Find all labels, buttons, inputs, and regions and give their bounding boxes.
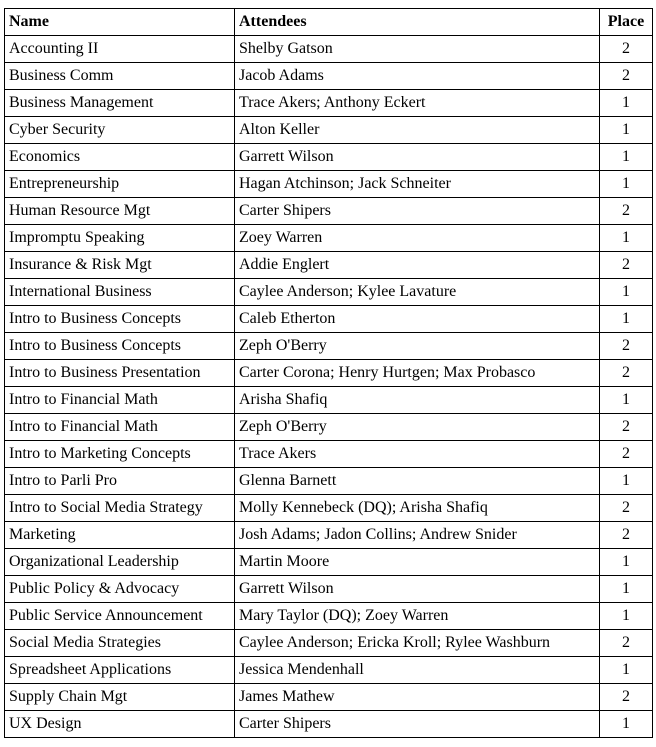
place: 2 bbox=[600, 36, 653, 63]
table-row bbox=[5, 198, 653, 225]
place: 1 bbox=[600, 117, 653, 144]
attendees: Carter Shipers bbox=[235, 198, 600, 225]
event-name: Public Service Announcement bbox=[5, 603, 235, 630]
place: 2 bbox=[600, 522, 653, 549]
table-row bbox=[5, 414, 653, 441]
place: 1 bbox=[600, 603, 653, 630]
place: 1 bbox=[600, 279, 653, 306]
event-name: Intro to Business Presentation bbox=[5, 360, 235, 387]
attendees: Jacob Adams bbox=[235, 63, 600, 90]
event-name: Public Policy & Advocacy bbox=[5, 576, 235, 603]
attendees: Alton Keller bbox=[235, 117, 600, 144]
results-table bbox=[4, 8, 653, 738]
event-name: Organizational Leadership bbox=[5, 549, 235, 576]
attendees: James Mathew bbox=[235, 684, 600, 711]
event-name: UX Design bbox=[5, 711, 235, 738]
event-name: Intro to Parli Pro bbox=[5, 468, 235, 495]
place: 1 bbox=[600, 468, 653, 495]
attendees: Mary Taylor (DQ); Zoey Warren bbox=[235, 603, 600, 630]
place: 1 bbox=[600, 657, 653, 684]
event-name: Human Resource Mgt bbox=[5, 198, 235, 225]
place: 2 bbox=[600, 252, 653, 279]
attendees: Caylee Anderson; Kylee Lavature bbox=[235, 279, 600, 306]
place: 1 bbox=[600, 144, 653, 171]
attendees: Carter Shipers bbox=[235, 711, 600, 738]
table-row bbox=[5, 252, 653, 279]
table-row bbox=[5, 36, 653, 63]
attendees: Garrett Wilson bbox=[235, 144, 600, 171]
table-row bbox=[5, 171, 653, 198]
attendees: Martin Moore bbox=[235, 549, 600, 576]
table-row bbox=[5, 441, 653, 468]
place: 2 bbox=[600, 333, 653, 360]
table-row bbox=[5, 711, 653, 738]
event-name: Business Management bbox=[5, 90, 235, 117]
table-row bbox=[5, 684, 653, 711]
event-name: Intro to Business Concepts bbox=[5, 306, 235, 333]
place: 2 bbox=[600, 414, 653, 441]
place: 1 bbox=[600, 576, 653, 603]
attendees: Molly Kennebeck (DQ); Arisha Shafiq bbox=[235, 495, 600, 522]
attendees: Jessica Mendenhall bbox=[235, 657, 600, 684]
table-row bbox=[5, 549, 653, 576]
event-name: Business Comm bbox=[5, 63, 235, 90]
table-row bbox=[5, 576, 653, 603]
attendees: Carter Corona; Henry Hurtgen; Max Probasco bbox=[235, 360, 600, 387]
attendees: Zeph O'Berry bbox=[235, 333, 600, 360]
table-row bbox=[5, 333, 653, 360]
event-name: International Business bbox=[5, 279, 235, 306]
table-row bbox=[5, 603, 653, 630]
table-row bbox=[5, 387, 653, 414]
table-row bbox=[5, 225, 653, 252]
attendees: Garrett Wilson bbox=[235, 576, 600, 603]
event-name: Economics bbox=[5, 144, 235, 171]
attendees: Hagan Atchinson; Jack Schneiter bbox=[235, 171, 600, 198]
table-row bbox=[5, 117, 653, 144]
place: 2 bbox=[600, 684, 653, 711]
attendees: Zeph O'Berry bbox=[235, 414, 600, 441]
results-body bbox=[5, 36, 653, 738]
event-name: Intro to Financial Math bbox=[5, 387, 235, 414]
place: 1 bbox=[600, 549, 653, 576]
table-row bbox=[5, 495, 653, 522]
event-name: Accounting II bbox=[5, 36, 235, 63]
header-place: Place bbox=[600, 9, 653, 36]
table-row bbox=[5, 468, 653, 495]
table-row bbox=[5, 90, 653, 117]
place: 2 bbox=[600, 63, 653, 90]
place: 2 bbox=[600, 495, 653, 522]
event-name: Intro to Financial Math bbox=[5, 414, 235, 441]
attendees: Addie Englert bbox=[235, 252, 600, 279]
event-name: Entrepreneurship bbox=[5, 171, 235, 198]
place: 1 bbox=[600, 225, 653, 252]
header-attendees: Attendees bbox=[235, 9, 600, 36]
place: 2 bbox=[600, 630, 653, 657]
attendees: Trace Akers; Anthony Eckert bbox=[235, 90, 600, 117]
place: 1 bbox=[600, 306, 653, 333]
event-name: Supply Chain Mgt bbox=[5, 684, 235, 711]
event-name: Cyber Security bbox=[5, 117, 235, 144]
event-name: Social Media Strategies bbox=[5, 630, 235, 657]
event-name: Spreadsheet Applications bbox=[5, 657, 235, 684]
place: 2 bbox=[600, 198, 653, 225]
table-row bbox=[5, 522, 653, 549]
event-name: Intro to Social Media Strategy bbox=[5, 495, 235, 522]
place: 2 bbox=[600, 360, 653, 387]
table-row bbox=[5, 63, 653, 90]
event-name: Impromptu Speaking bbox=[5, 225, 235, 252]
attendees: Josh Adams; Jadon Collins; Andrew Snider bbox=[235, 522, 600, 549]
attendees: Shelby Gatson bbox=[235, 36, 600, 63]
event-name: Intro to Marketing Concepts bbox=[5, 441, 235, 468]
table-row bbox=[5, 360, 653, 387]
place: 1 bbox=[600, 711, 653, 738]
event-name: Insurance & Risk Mgt bbox=[5, 252, 235, 279]
attendees: Caylee Anderson; Ericka Kroll; Rylee Washburn bbox=[235, 630, 600, 657]
place: 1 bbox=[600, 90, 653, 117]
header-name: Name bbox=[5, 9, 235, 36]
place: 2 bbox=[600, 441, 653, 468]
header-row bbox=[5, 9, 653, 36]
event-name: Intro to Business Concepts bbox=[5, 333, 235, 360]
attendees: Caleb Etherton bbox=[235, 306, 600, 333]
table-row bbox=[5, 279, 653, 306]
place: 1 bbox=[600, 387, 653, 414]
table-row bbox=[5, 306, 653, 333]
event-name: Marketing bbox=[5, 522, 235, 549]
table-row bbox=[5, 657, 653, 684]
attendees: Zoey Warren bbox=[235, 225, 600, 252]
place: 1 bbox=[600, 171, 653, 198]
table-row bbox=[5, 144, 653, 171]
attendees: Trace Akers bbox=[235, 441, 600, 468]
table-row bbox=[5, 630, 653, 657]
attendees: Glenna Barnett bbox=[235, 468, 600, 495]
attendees: Arisha Shafiq bbox=[235, 387, 600, 414]
